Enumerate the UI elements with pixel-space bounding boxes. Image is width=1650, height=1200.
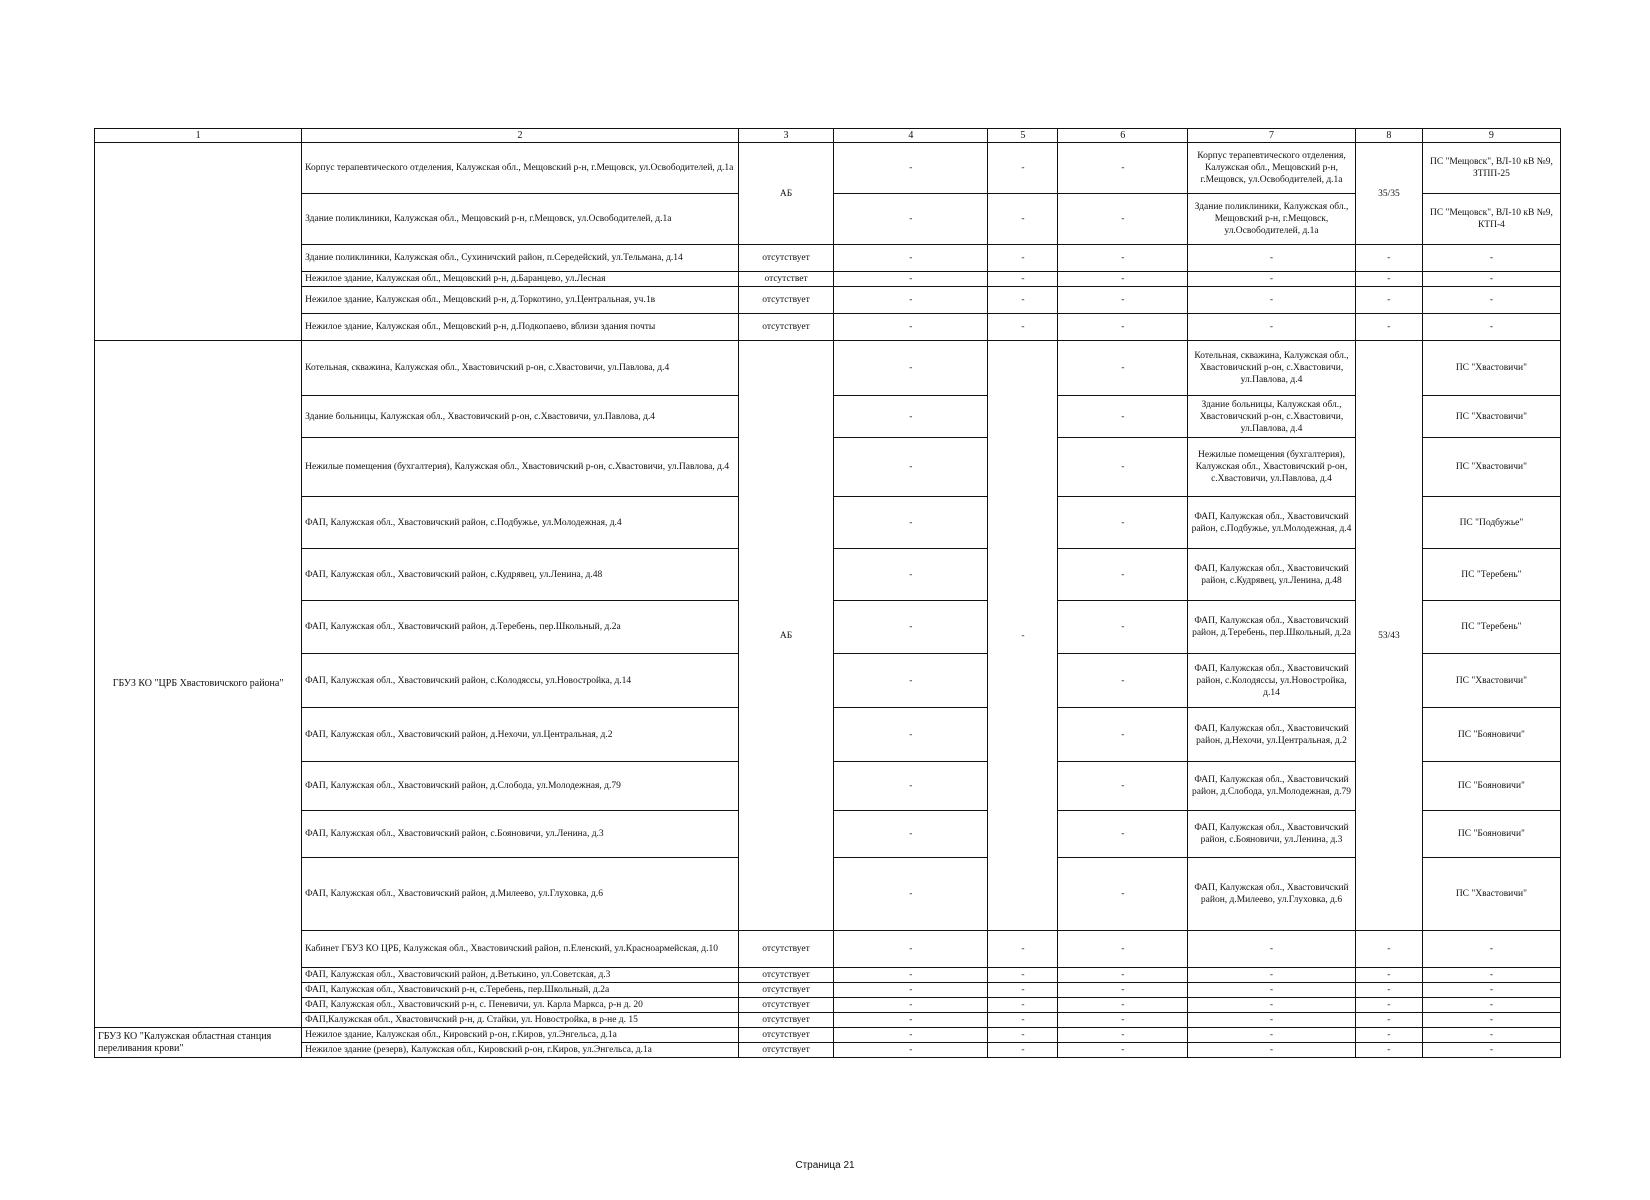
address-cell: ФАП, Калужская обл., Хвастовичский район, с.Подбужье, ул.Молодежная, д.4: [302, 497, 739, 549]
category-cell: отсутствет: [738, 272, 834, 287]
dash-cell: -: [1058, 601, 1188, 654]
dash-cell: -: [834, 143, 988, 194]
dash-cell: -: [1422, 968, 1560, 983]
object-cell: Здание поликлиники, Калужская обл., Мещовский р-н, г.Мещовск, ул.Освободителей, д.1а: [1188, 194, 1356, 245]
dash-cell: -: [1355, 931, 1422, 968]
dash-cell: -: [834, 272, 988, 287]
object-cell: ФАП, Калужская обл., Хвастовичский район, с.Колодяссы, ул.Новостройка, д.14: [1188, 654, 1356, 708]
address-cell: Здание больницы, Калужская обл., Хвастовичский р-он, с.Хвастовичи, ул.Павлова, д.4: [302, 396, 739, 438]
dash-cell: -: [1355, 314, 1422, 341]
col-header-9: 9: [1422, 129, 1560, 143]
dash-cell: -: [1188, 1043, 1356, 1058]
substation-cell: ПС "Подбужье": [1422, 497, 1560, 549]
org-name-cell: ГБУЗ КО "Калужская областная станция переливания крови": [95, 1028, 302, 1058]
dash-cell: -: [834, 245, 988, 272]
object-cell: Здание больницы, Калужская обл., Хвастовичский р-он, с.Хвастовичи, ул.Павлова, д.4: [1188, 396, 1356, 438]
power-ratio-cell: 35/35: [1355, 143, 1422, 245]
dash-cell: -: [1355, 1043, 1422, 1058]
object-cell: ФАП, Калужская обл., Хвастовичский район, д.Нехочи, ул.Центральная, д.2: [1188, 708, 1356, 762]
dash-cell: -: [1355, 1028, 1422, 1043]
dash-cell: -: [1058, 1043, 1188, 1058]
dash-cell: -: [1188, 998, 1356, 1013]
dash-cell: -: [1058, 983, 1188, 998]
table-row: [95, 1028, 1561, 1043]
category-cell: АБ: [738, 143, 834, 245]
category-cell: отсутствует: [738, 931, 834, 968]
dash-cell: -: [834, 1013, 988, 1028]
dash-cell: -: [1058, 245, 1188, 272]
dash-cell: -: [834, 968, 988, 983]
dash-cell: -: [1188, 1028, 1356, 1043]
dash-cell: -: [834, 341, 988, 396]
object-cell: ФАП, Калужская обл., Хвастовичский район, д.Теребень, пер.Школьный, д.2а: [1188, 601, 1356, 654]
address-cell: ФАП, Калужская обл., Хвастовичский р-н, с. Пеневичи, ул. Карла Маркса, р-н д. 20: [302, 998, 739, 1013]
address-cell: Кабинет ГБУЗ КО ЦРБ, Калужская обл., Хвастовичский район, п.Еленский, ул.Красноармейская, д.10: [302, 931, 739, 968]
col-header-6: 6: [1058, 129, 1188, 143]
dash-cell: -: [988, 314, 1058, 341]
data-table: [94, 128, 1561, 1058]
category-cell: отсутствует: [738, 314, 834, 341]
substation-cell: ПС "Хвастовичи": [1422, 438, 1560, 497]
col-header-1: 1: [95, 129, 302, 143]
table-row: [95, 245, 1561, 272]
object-cell: Нежилые помещения (бухгалтерия), Калужская обл., Хвастовичский р-он, с.Хвастовичи, ул.Павлова, д.4: [1188, 438, 1356, 497]
object-cell: Котельная, скважина, Калужская обл., Хвастовичский р-он, с.Хвастовичи, ул.Павлова, д.4: [1188, 341, 1356, 396]
dash-cell: -: [988, 341, 1058, 931]
dash-cell: -: [834, 549, 988, 601]
dash-cell: -: [1058, 1013, 1188, 1028]
object-cell: ФАП, Калужская обл., Хвастовичский район, с.Кудрявец, ул.Ленина, д.48: [1188, 549, 1356, 601]
dash-cell: -: [1422, 1028, 1560, 1043]
dash-cell: -: [834, 194, 988, 245]
dash-cell: -: [1058, 194, 1188, 245]
table-row: [95, 998, 1561, 1013]
dash-cell: -: [1188, 968, 1356, 983]
dash-cell: -: [988, 194, 1058, 245]
dash-cell: -: [988, 1043, 1058, 1058]
table-row: [95, 314, 1561, 341]
address-cell: ФАП,Калужская обл., Хвастовичский р-н, д. Стайки, ул. Новостройка, в р-не д. 15: [302, 1013, 739, 1028]
dash-cell: -: [1422, 1043, 1560, 1058]
table-row: [95, 143, 1561, 194]
address-cell: ФАП, Калужская обл., Хвастовичский район, д.Нехочи, ул.Центральная, д.2: [302, 708, 739, 762]
table-row: [95, 287, 1561, 314]
dash-cell: -: [1058, 654, 1188, 708]
dash-cell: -: [834, 438, 988, 497]
dash-cell: -: [988, 931, 1058, 968]
dash-cell: -: [1422, 983, 1560, 998]
table-row: [95, 272, 1561, 287]
dash-cell: -: [1188, 1013, 1356, 1028]
category-cell: отсутствует: [738, 998, 834, 1013]
category-cell: отсутствует: [738, 983, 834, 998]
dash-cell: -: [1058, 998, 1188, 1013]
substation-cell: ПС "Бояновичи": [1422, 811, 1560, 858]
dash-cell: -: [834, 858, 988, 931]
dash-cell: -: [1058, 497, 1188, 549]
dash-cell: -: [1058, 396, 1188, 438]
category-cell: отсутствует: [738, 968, 834, 983]
power-ratio-cell: 53/43: [1355, 341, 1422, 931]
dash-cell: -: [1355, 287, 1422, 314]
table-row: [95, 931, 1561, 968]
col-header-4: 4: [834, 129, 988, 143]
col-header-2: 2: [302, 129, 739, 143]
dash-cell: -: [988, 1013, 1058, 1028]
dash-cell: -: [1188, 272, 1356, 287]
dash-cell: -: [1355, 998, 1422, 1013]
dash-cell: -: [1422, 245, 1560, 272]
dash-cell: -: [988, 272, 1058, 287]
dash-cell: -: [1058, 143, 1188, 194]
dash-cell: -: [1058, 762, 1188, 811]
dash-cell: -: [834, 601, 988, 654]
dash-cell: -: [1058, 968, 1188, 983]
table-row: [95, 983, 1561, 998]
object-cell: ФАП, Калужская обл., Хвастовичский район, с.Подбужье, ул.Молодежная, д.4: [1188, 497, 1356, 549]
address-cell: ФАП, Калужская обл., Хвастовичский район, д.Ветькино, ул.Советская, д.3: [302, 968, 739, 983]
col-header-7: 7: [1188, 129, 1356, 143]
address-cell: Корпус терапевтического отделения, Калужская обл., Мещовский р-н, г.Мещовск, ул.Освободителей, д.1а: [302, 143, 739, 194]
dash-cell: -: [1422, 931, 1560, 968]
dash-cell: -: [834, 1028, 988, 1043]
address-cell: ФАП, Калужская обл., Хвастовичский район, с.Бояновичи, ул.Ленина, д.3: [302, 811, 739, 858]
category-cell: отсутствует: [738, 287, 834, 314]
dash-cell: -: [1058, 708, 1188, 762]
dash-cell: -: [1355, 245, 1422, 272]
dash-cell: -: [1422, 998, 1560, 1013]
object-cell: Корпус терапевтического отделения, Калужская обл., Мещовский р-н, г.Мещовск, ул.Освободителей, д.1а: [1188, 143, 1356, 194]
dash-cell: -: [834, 314, 988, 341]
dash-cell: -: [1058, 1028, 1188, 1043]
dash-cell: -: [1422, 314, 1560, 341]
dash-cell: -: [988, 1028, 1058, 1043]
substation-cell: ПС "Хвастовичи": [1422, 654, 1560, 708]
dash-cell: -: [1355, 968, 1422, 983]
table-row: [95, 341, 1561, 396]
category-cell: отсутствует: [738, 1013, 834, 1028]
object-cell: ФАП, Калужская обл., Хвастовичский район, д.Слобода, ул.Молодежная, д.79: [1188, 762, 1356, 811]
address-cell: Котельная, скважина, Калужская обл., Хвастовичский р-он, с.Хвастовичи, ул.Павлова, д.4: [302, 341, 739, 396]
dash-cell: -: [988, 998, 1058, 1013]
col-header-3: 3: [738, 129, 834, 143]
address-cell: ФАП, Калужская обл., Хвастовичский р-н, с.Теребень, пер.Школьный, д.2а: [302, 983, 739, 998]
dash-cell: -: [1355, 1013, 1422, 1028]
address-cell: ФАП, Калужская обл., Хвастовичский район, с.Колодяссы, ул.Новостройка, д.14: [302, 654, 739, 708]
dash-cell: -: [1355, 272, 1422, 287]
dash-cell: -: [834, 983, 988, 998]
address-cell: Здание поликлиники, Калужская обл., Мещовский р-н, г.Мещовск, ул.Освободителей, д.1а: [302, 194, 739, 245]
dash-cell: -: [1422, 1013, 1560, 1028]
col-header-5: 5: [988, 129, 1058, 143]
dash-cell: -: [1058, 272, 1188, 287]
dash-cell: -: [834, 287, 988, 314]
dash-cell: -: [834, 654, 988, 708]
dash-cell: -: [988, 245, 1058, 272]
category-cell: АБ: [738, 341, 834, 931]
table-row: [95, 1043, 1561, 1058]
substation-cell: ПС "Хвастовичи": [1422, 396, 1560, 438]
dash-cell: -: [834, 998, 988, 1013]
address-cell: Нежилое здание, Калужская обл., Мещовский р-н, д.Подкопаево, вблизи здания почты: [302, 314, 739, 341]
substation-cell: ПС "Хвастовичи": [1422, 341, 1560, 396]
address-cell: Нежилое здание (резерв), Калужская обл., Кировский р-он, г.Киров, ул.Энгельса, д.1а: [302, 1043, 739, 1058]
org-cell-1: [95, 143, 302, 341]
dash-cell: -: [1058, 549, 1188, 601]
dash-cell: -: [1058, 811, 1188, 858]
dash-cell: -: [1188, 983, 1356, 998]
dash-cell: -: [1188, 245, 1356, 272]
dash-cell: -: [1355, 983, 1422, 998]
substation-cell: ПС "Теребень": [1422, 601, 1560, 654]
dash-cell: -: [988, 968, 1058, 983]
dash-cell: -: [1058, 341, 1188, 396]
table-row: [95, 1013, 1561, 1028]
address-cell: ФАП, Калужская обл., Хвастовичский район, д.Милеево, ул.Глуховка, д.6: [302, 858, 739, 931]
dash-cell: -: [1188, 931, 1356, 968]
substation-cell: ПС "Мещовск", ВЛ-10 кВ №9, ЗТПП-25: [1422, 143, 1560, 194]
dash-cell: -: [834, 762, 988, 811]
address-cell: Здание поликлиники, Калужская обл., Сухиничский район, п.Середейский, ул.Тельмана, д.14: [302, 245, 739, 272]
object-cell: ФАП, Калужская обл., Хвастовичский район, с.Бояновичи, ул.Ленина, д.3: [1188, 811, 1356, 858]
object-cell: ФАП, Калужская обл., Хвастовичский район, д.Милеево, ул.Глуховка, д.6: [1188, 858, 1356, 931]
address-cell: Нежилые помещения (бухгалтерия), Калужская обл., Хвастовичский р-он, с.Хвастовичи, ул.Павлова, д.4: [302, 438, 739, 497]
dash-cell: -: [1188, 287, 1356, 314]
dash-cell: -: [834, 497, 988, 549]
dash-cell: -: [1058, 287, 1188, 314]
dash-cell: -: [1422, 287, 1560, 314]
address-cell: Нежилое здание, Калужская обл., Кировский р-он, г.Киров, ул.Энгельса, д.1а: [302, 1028, 739, 1043]
table-row: [95, 968, 1561, 983]
address-cell: ФАП, Калужская обл., Хвастовичский район, с.Кудрявец, ул.Ленина, д.48: [302, 549, 739, 601]
dash-cell: -: [834, 811, 988, 858]
substation-cell: ПС "Бояновичи": [1422, 762, 1560, 811]
dash-cell: -: [834, 708, 988, 762]
org-name-cell: ГБУЗ КО "ЦРБ Хвастовичского района": [95, 341, 302, 1028]
col-header-8: 8: [1355, 129, 1422, 143]
dash-cell: -: [1422, 272, 1560, 287]
category-cell: отсутствует: [738, 1028, 834, 1043]
dash-cell: -: [1188, 314, 1356, 341]
dash-cell: -: [834, 396, 988, 438]
document-table-sheet: [94, 128, 1561, 1068]
header-row: [95, 129, 1561, 143]
dash-cell: -: [1058, 858, 1188, 931]
dash-cell: -: [1058, 438, 1188, 497]
category-cell: отсутствует: [738, 245, 834, 272]
address-cell: Нежилое здание, Калужская обл., Мещовский р-н, д.Баранцево, ул.Лесная: [302, 272, 739, 287]
address-cell: ФАП, Калужская обл., Хвастовичский район, д.Слобода, ул.Молодежная, д.79: [302, 762, 739, 811]
dash-cell: -: [1058, 931, 1188, 968]
category-cell: отсутствует: [738, 1043, 834, 1058]
substation-cell: ПС "Теребень": [1422, 549, 1560, 601]
address-cell: Нежилое здание, Калужская обл., Мещовский р-н, д.Торкотино, ул.Центральная, уч.1в: [302, 287, 739, 314]
substation-cell: ПС "Хвастовичи": [1422, 858, 1560, 931]
dash-cell: -: [988, 983, 1058, 998]
substation-cell: ПС "Мещовск", ВЛ-10 кВ №9, КТП-4: [1422, 194, 1560, 245]
substation-cell: ПС "Бояновичи": [1422, 708, 1560, 762]
dash-cell: -: [988, 143, 1058, 194]
dash-cell: -: [1058, 314, 1188, 341]
dash-cell: -: [988, 287, 1058, 314]
address-cell: ФАП, Калужская обл., Хвастовичский район, д.Теребень, пер.Школьный, д.2а: [302, 601, 739, 654]
dash-cell: -: [834, 931, 988, 968]
page-number: Страница 21: [795, 1160, 855, 1171]
dash-cell: -: [834, 1043, 988, 1058]
